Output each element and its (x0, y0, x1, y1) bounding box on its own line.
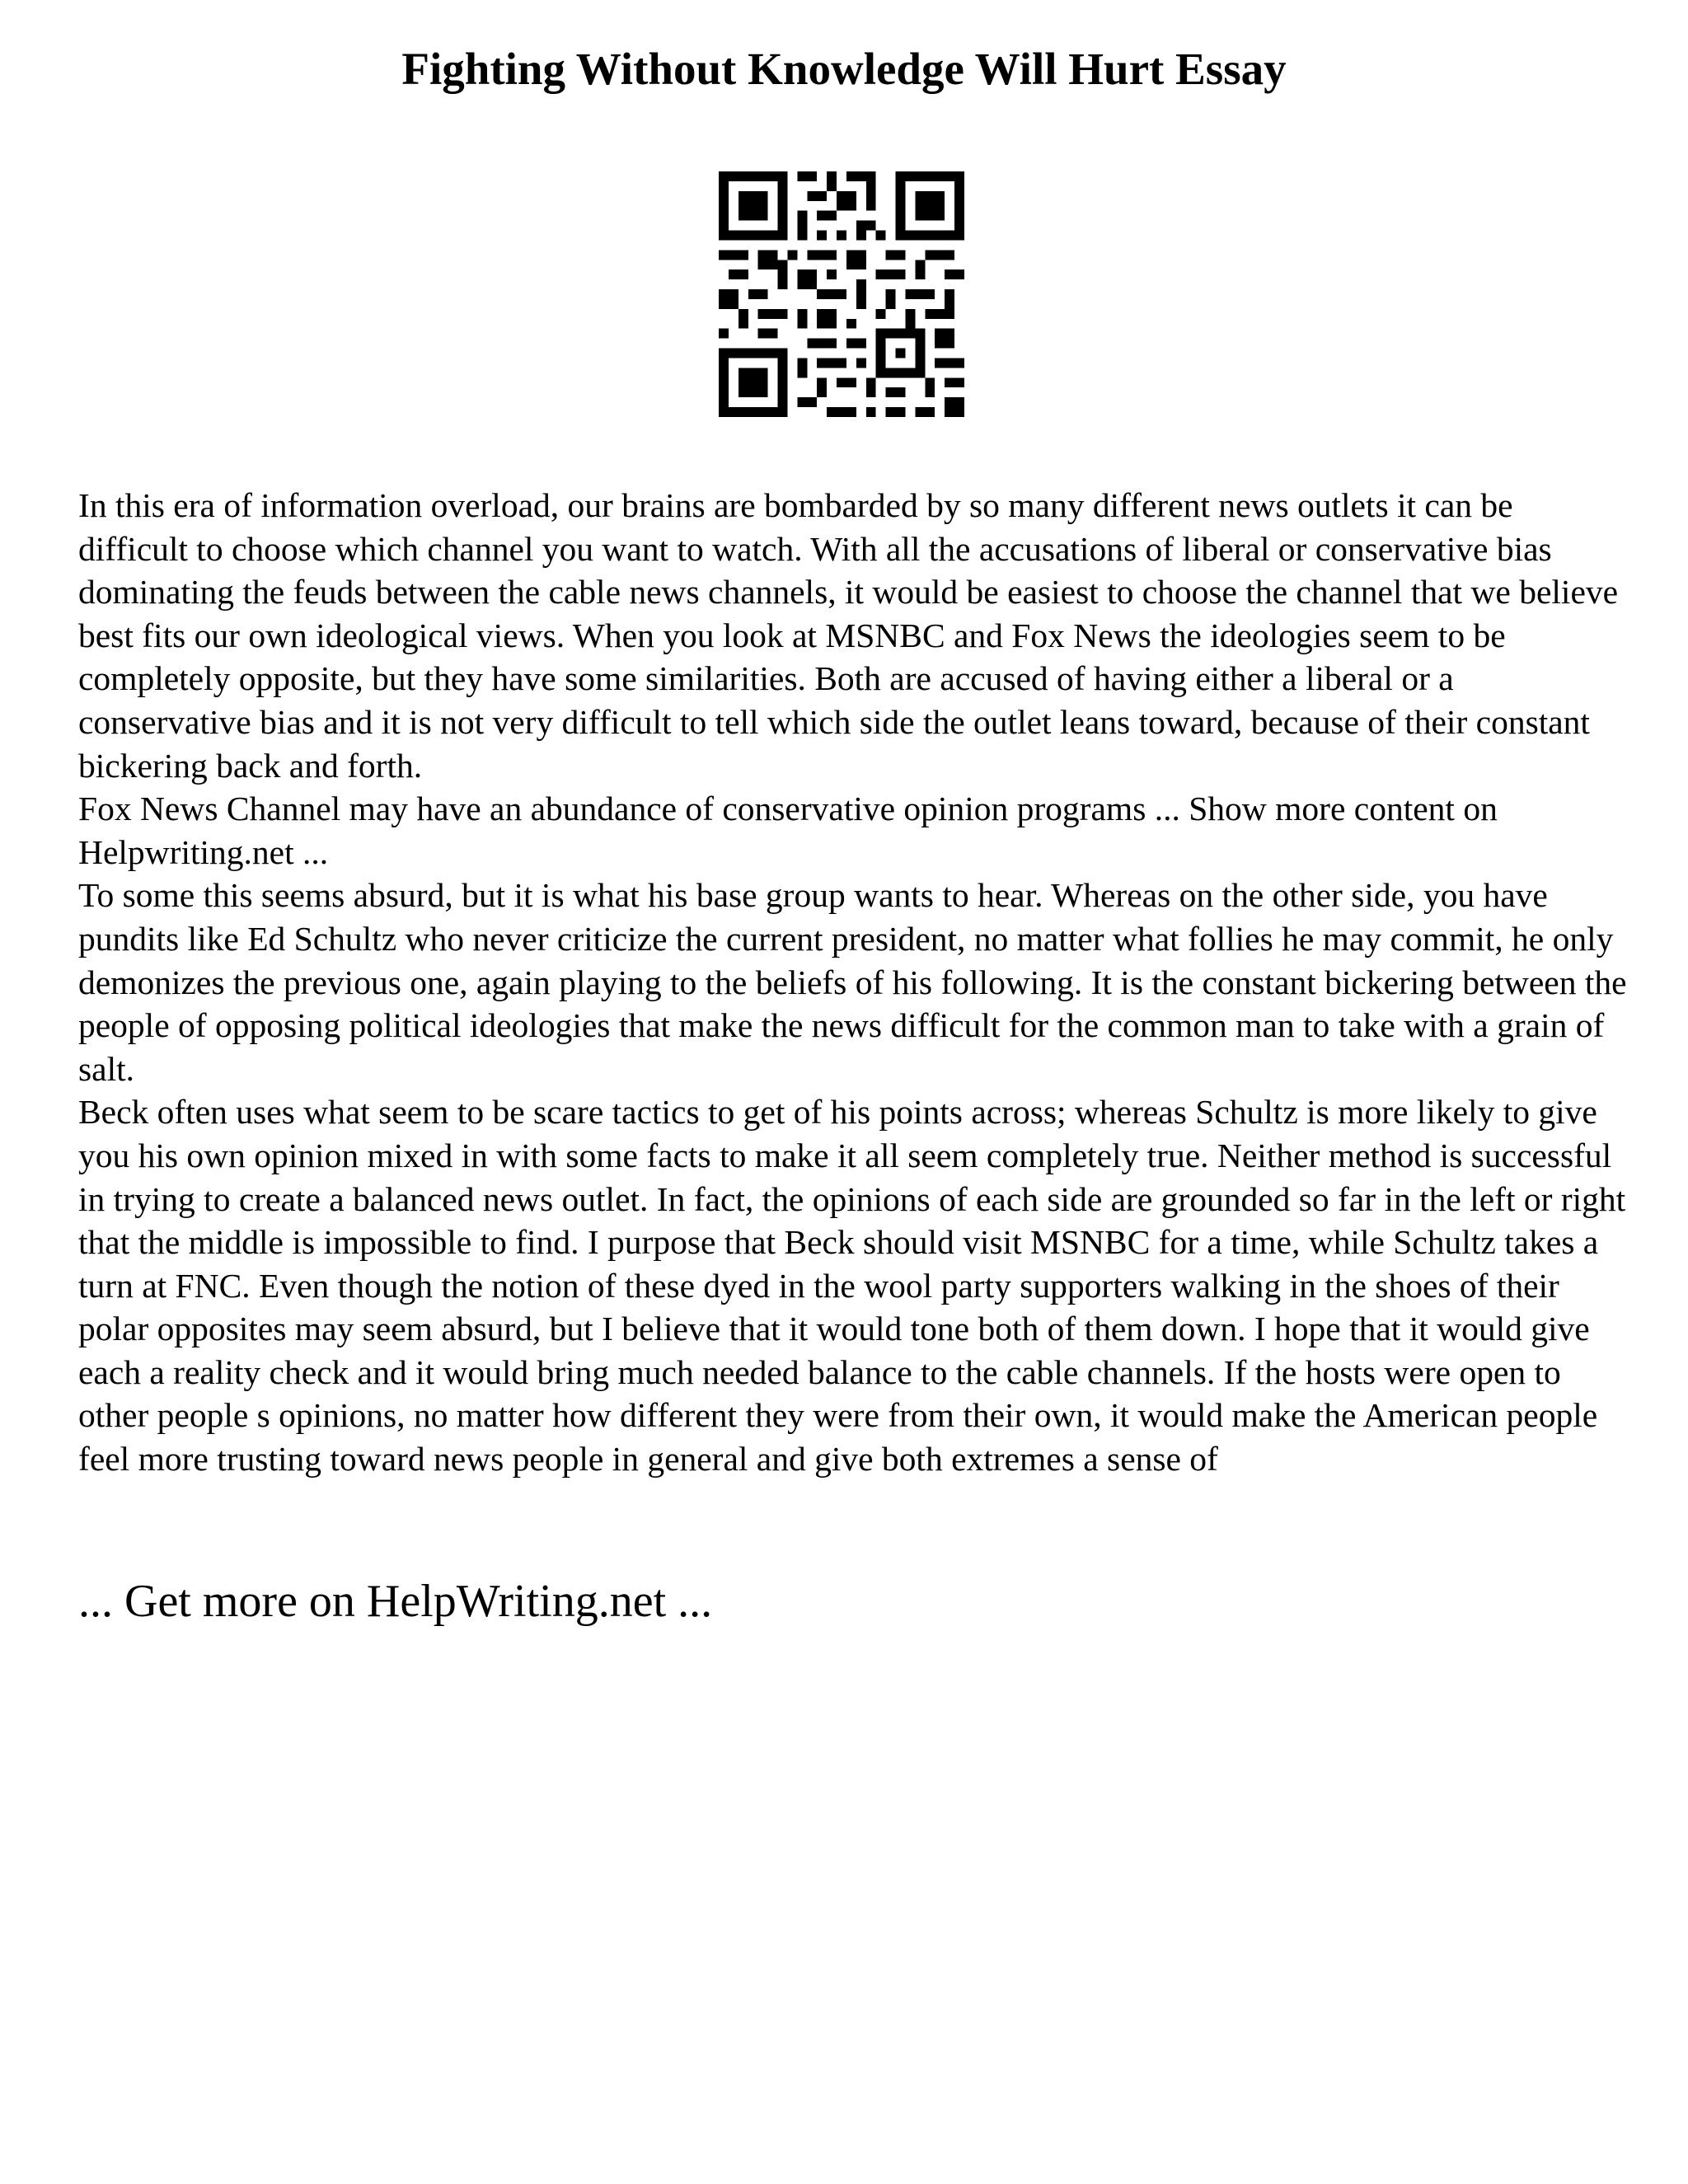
essay-body (78, 484, 1628, 1481)
qr-code-icon (719, 171, 964, 417)
get-more-link[interactable]: ... Get more on HelpWriting.net ... (78, 1576, 713, 1627)
paragraph: Beck often uses what seem to be scare tactics to get of his points across; whereas Schultz is more likely to give you his own opinion mixed in with some facts to make it all seem completely true. Neither method is successful in trying to create a balanced news outlet. In fact, the opinions of each side are grounded so far in the left or right that the middle is impossible to find. I purpose that Beck should visit MSNBC for a time, while Schultz takes a turn at FNC. Even though the notion of these dyed in the wool party supporters walking in the shoes of their polar opposites may seem absurd, but I believe that it would tone both of them down. I hope that it would give each a reality check and it would bring much needed balance to the cable channels. If the hosts were open to other people s opinions, no matter how different they were from their own, it would make the American people feel more trusting toward news people in general and give both extremes a sense of (78, 1093, 1626, 1479)
paragraph: To some this seems absurd, but it is what his base group wants to hear. Whereas on the other side, you have pundits like Ed Schultz who never criticize the current president, no matter what follies he may commit, he only demonizes the previous one, again playing to the beliefs of his following. It is the constant bickering between the people of opposing political ideologies that make the news difficult for the common man to take with a grain of salt. (78, 876, 1627, 1088)
document-title: Fighting Without Knowledge Will Hurt Essay (401, 44, 1287, 94)
paragraph: Fox News Channel may have an abundance of conservative opinion programs ... Show more content on Helpwriting.net ... (78, 790, 1498, 871)
paragraph: In this era of information overload, our brains are bombarded by so many different news outlets it can be difficult to choose which channel you want to watch. With all the accusations of liberal or conservative bias dominating the feuds between the cable news channels, it would be easiest to choose the channel that we believe best fits our own ideological views. When you look at MSNBC and Fox News the ideologies seem to be completely opposite, but they have some similarities. Both are accused of having either a liberal or a conservative bias and it is not very difficult to tell which side the outlet leans toward, because of their constant bickering back and forth. (78, 486, 1619, 785)
